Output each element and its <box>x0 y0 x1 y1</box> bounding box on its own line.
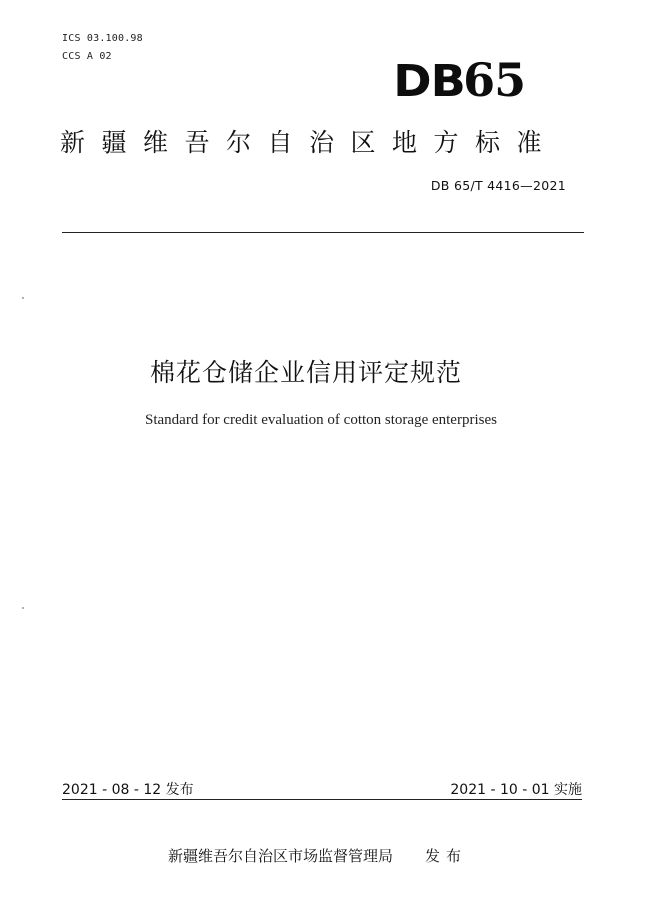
logo-number-text: 65 <box>463 53 526 107</box>
standard-number: DB 65/T 4416—2021 <box>430 178 566 193</box>
publisher-name: 新疆维吾尔自治区市场监督管理局 <box>168 847 394 865</box>
implementation-date: 2021 - 10 - 01 实施 <box>450 782 582 798</box>
footer-rule <box>62 799 582 800</box>
ics-code: ICS 03.100.98 <box>62 33 143 44</box>
authority-title: 新疆维吾尔自治区地方标准 <box>60 128 559 157</box>
db65-logo <box>395 54 545 106</box>
publish-label: 发布 <box>425 847 468 865</box>
logo-db-text: DB <box>393 56 465 107</box>
scan-speck <box>22 607 24 609</box>
document-title-en: Standard for credit evaluation of cotton storage enterprises <box>145 412 497 428</box>
ccs-code: CCS A 02 <box>62 51 112 62</box>
header-rule <box>62 232 584 233</box>
scan-speck <box>22 297 24 299</box>
document-title-cn: 棉花仓储企业信用评定规范 <box>150 358 463 387</box>
issue-date: 2021 - 08 - 12 发布 <box>62 782 194 798</box>
